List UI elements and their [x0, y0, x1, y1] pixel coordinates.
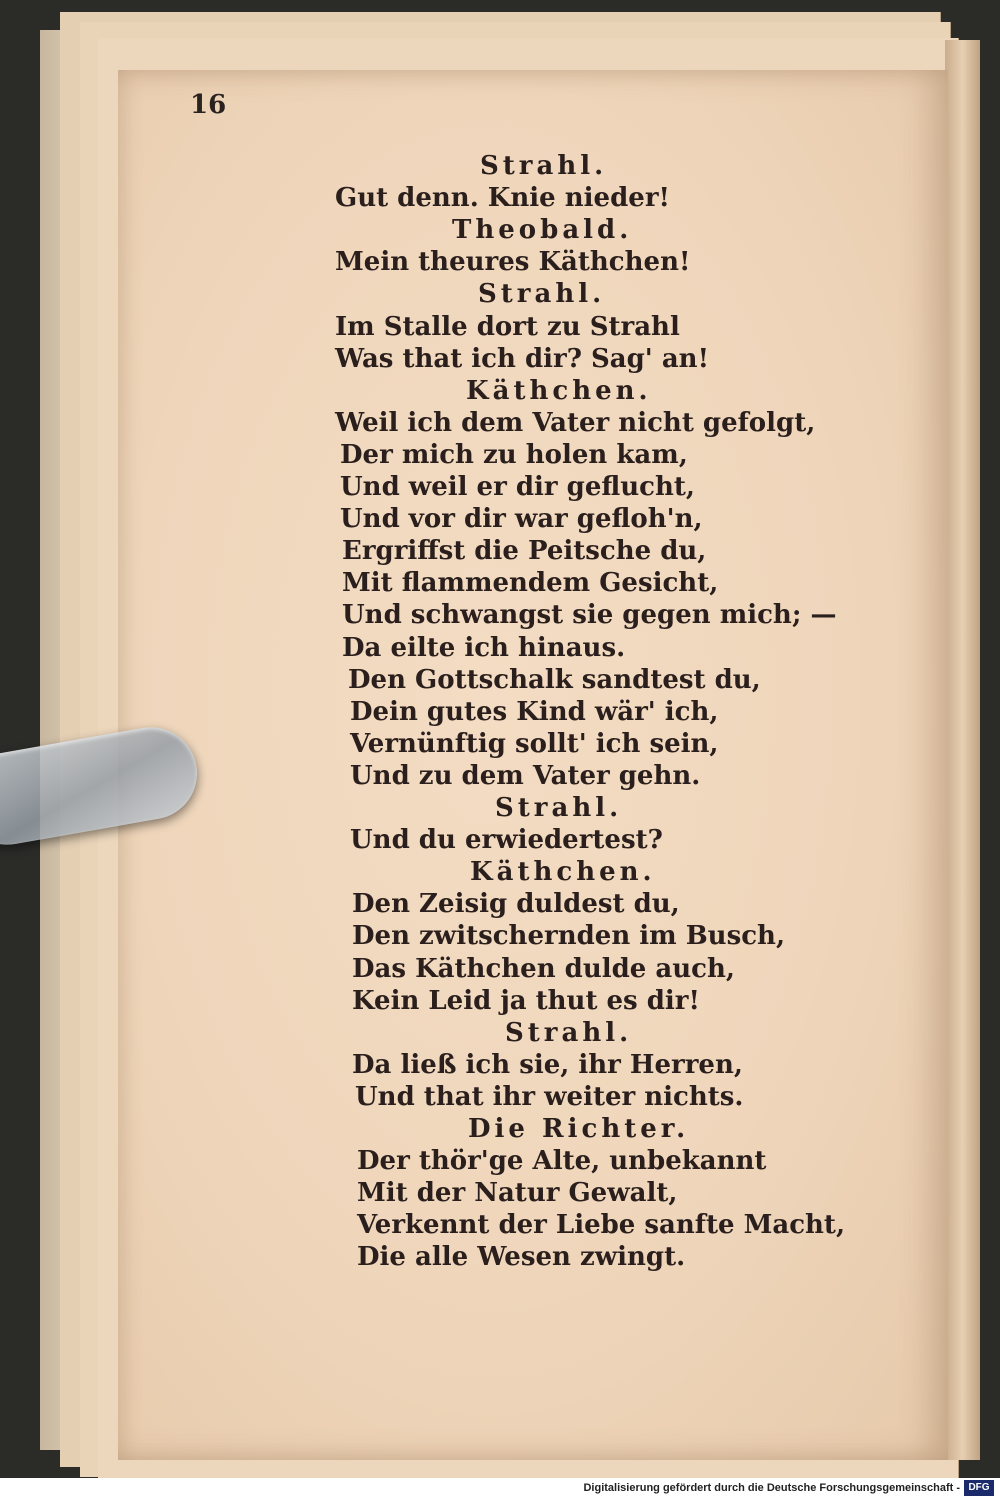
- verse-line: Weil ich dem Vater nicht gefolgt,: [335, 408, 816, 438]
- verse-line: Da ließ ich sie, ihr Herren,: [352, 1050, 743, 1080]
- verse-line: Mein theures Käthchen!: [335, 247, 691, 277]
- verse-line: Was that ich dir? Sag' an!: [335, 344, 709, 374]
- verse-line: Den zwitschernden im Busch,: [352, 921, 786, 951]
- speaker-name: Strahl.: [505, 1018, 633, 1048]
- speaker-name: Die Richter.: [468, 1114, 690, 1144]
- verse-line: Dein gutes Kind wär' ich,: [350, 697, 719, 727]
- verse-line: Den Gottschalk sandtest du,: [348, 665, 761, 695]
- dfg-logo: DFG: [964, 1480, 994, 1496]
- verse-line: Da eilte ich hinaus.: [342, 633, 626, 663]
- credit-text: Digitalisierung gefördert durch die Deutsche Forschungsgemeinschaft -: [583, 1482, 960, 1494]
- speaker-name: Strahl.: [495, 793, 623, 823]
- speaker-name: Strahl.: [480, 151, 608, 181]
- speaker-name: Strahl.: [478, 279, 606, 309]
- verse-line: Den Zeisig duldest du,: [352, 889, 680, 919]
- verse-line: Vernünftig sollt' ich sein,: [350, 729, 719, 759]
- verse-line: Und that ihr weiter nichts.: [355, 1082, 744, 1112]
- verse-line: Das Käthchen dulde auch,: [352, 954, 735, 984]
- verse-line: Und du erwiedertest?: [350, 825, 663, 855]
- speaker-name: Käthchen.: [470, 857, 656, 887]
- verse-line: Gut denn. Knie nieder!: [335, 183, 670, 213]
- verse-line: Und weil er dir geflucht,: [340, 472, 695, 502]
- verse-line: Und schwangst sie gegen mich; —: [342, 600, 837, 630]
- speaker-name: Theobald.: [452, 215, 633, 245]
- verse-line: Kein Leid ja thut es dir!: [352, 986, 700, 1016]
- page-number: 16: [190, 90, 227, 120]
- verse-line: Mit flammendem Gesicht,: [342, 568, 719, 598]
- verse-line: Und vor dir war gefloh'n,: [340, 504, 703, 534]
- verse-line: Mit der Natur Gewalt,: [357, 1178, 678, 1208]
- verse-line: Die alle Wesen zwingt.: [357, 1242, 686, 1272]
- verse-line: Der thör'ge Alte, unbekannt: [357, 1146, 767, 1176]
- verse-line: Der mich zu holen kam,: [340, 440, 688, 470]
- verse-line: Im Stalle dort zu Strahl: [335, 312, 680, 342]
- verse-line: Und zu dem Vater gehn.: [350, 761, 701, 791]
- facing-page-edge: [945, 40, 980, 1460]
- credit-bar: [0, 1478, 1000, 1500]
- verse-line: Verkennt der Liebe sanfte Macht,: [357, 1210, 845, 1240]
- speaker-name: Käthchen.: [466, 376, 652, 406]
- verse-line: Ergriffst die Peitsche du,: [342, 536, 707, 566]
